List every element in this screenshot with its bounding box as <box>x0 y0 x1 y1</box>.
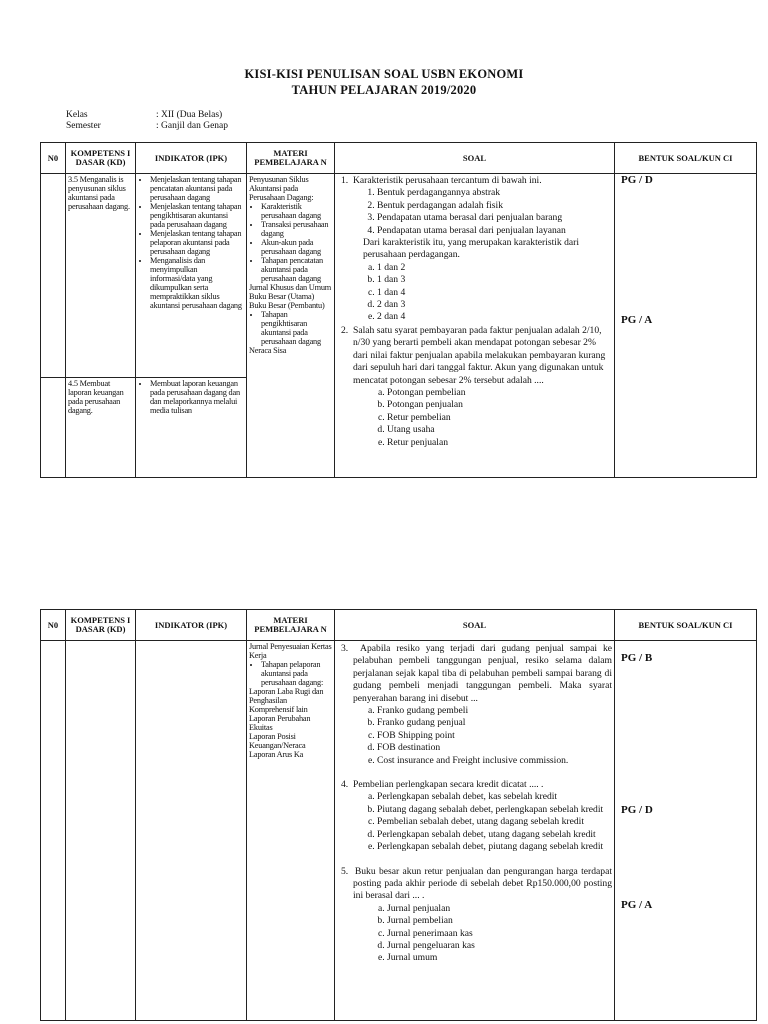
list-item: 1. Bentuk perdagangannya abstrak <box>377 187 612 199</box>
no-cell <box>41 174 66 378</box>
option: e. Retur penjualan <box>387 437 612 449</box>
meta-semester <box>66 121 228 132</box>
col-materi: MATERI PEMBELAJARA N <box>247 143 335 174</box>
indikator-item: • Menganalisis dan menyimpulkan informasi/data yang dikumpulkan serta mempraktikkan siklus akuntansi perusahaan dagang <box>150 256 244 310</box>
indikator-item: • Menjelaskan tentang tahapan pengikhtisaran akuntansi pada perusahaan dagang <box>150 202 244 229</box>
materi-cell <box>247 641 335 1021</box>
materi-text: Laporan Posisi Keuangan/Neraca <box>249 732 306 750</box>
option: d. FOB destination <box>377 742 612 754</box>
table-header-row <box>41 610 757 641</box>
indikator-cell <box>136 378 247 478</box>
table-row <box>41 174 757 378</box>
option: a. Perlengkapan sebalah debet, kas sebelah kredit <box>377 791 612 803</box>
soal-cell <box>335 641 615 1021</box>
bentuk-cell <box>615 641 757 1021</box>
no-cell <box>41 378 66 478</box>
col-kompetensi: KOMPETENS I DASAR (KD) <box>66 143 136 174</box>
question-3-stem: Apabila resiko yang terjadi dari gudang penjual sampai ke pelabuhan pembeli tanggungan penjual, resiko selama dalam perjalanan sejak kapal tiba di pelabuhan pembeli sampai barang di gudang pembeli menjadi tanggungan pembeli. Maka syarat penyerahan barang ini disebut ... <box>353 643 613 704</box>
option: d. Jurnal pengeluaran kas <box>387 940 612 952</box>
question-4-options <box>337 791 612 853</box>
col-no: N0 <box>41 143 66 174</box>
materi-text: Laporan Laba Rugi dan Penghasilan Komprehensif lain <box>249 687 324 714</box>
kisi-kisi-table-1 <box>40 142 757 478</box>
option: b. Potongan penjualan <box>387 399 612 411</box>
question-2-options <box>337 387 612 449</box>
option: c. Pembelian sebalah debet, utang dagang sebelah kredit <box>377 816 612 828</box>
option: b. Piutang dagang sebalah debet, perlengkapan sebelah kredit <box>377 804 612 816</box>
question-1: 1. Karakteristik perusahaan tercantum di bawah ini. <box>341 175 542 186</box>
question-5: 5. Buku besar akun retur penjualan dan pengurangan harga terdapat posting pada akhir periode di sebelah debet Rp150.000,00 posting ini berasal dari ... . <box>341 865 612 902</box>
table-row <box>41 641 757 1021</box>
option: b. Jurnal pembelian <box>387 915 612 927</box>
list-item: 4. Pendapatan utama berasal dari penjualan layanan <box>377 225 612 237</box>
materi-text: Jurnal Khusus dan Umum <box>249 283 332 292</box>
question-4-stem: Pembelian perlengkapan secara kredit dicatat .... . <box>353 779 544 791</box>
no-cell <box>41 641 66 1021</box>
materi-text: Buku Besar (Utama) <box>249 292 315 301</box>
answer-key-1: PG / D <box>621 174 653 186</box>
answer-key-5: PG / A <box>621 899 653 911</box>
materi-intro: Penyusunan Siklus Akuntansi pada Perusahaan Dagang: <box>249 175 314 202</box>
col-indikator: INDIKATOR (IPK) <box>136 610 247 641</box>
kelas-label: Kelas <box>66 110 88 120</box>
kd-cell <box>66 641 136 1021</box>
kisi-kisi-table-2 <box>40 609 757 1021</box>
question-1-options <box>337 262 612 324</box>
question-1-list <box>337 187 612 237</box>
materi-item: • Karakteristik perusahaan dagang <box>261 202 332 220</box>
option: c. Retur pembelian <box>387 412 612 424</box>
question-5-stem: Buku besar akun retur penjualan dan pengurangan harga terdapat posting pada akhir periode di sebelah debet Rp150.000,00 posting ini berasal dari ... . <box>353 865 612 902</box>
indikator-item: • Membuat laporan keuangan pada perusahaan dagang dan dan melaporkannya melalui media tulisan <box>150 379 244 415</box>
option: e. Cost insurance and Freight inclusive commission. <box>377 755 612 767</box>
materi-text: Laporan Perubahan Ekuitas <box>249 714 311 732</box>
question-3-options <box>337 705 612 767</box>
answer-key-4: PG / D <box>621 804 653 816</box>
col-indikator: INDIKATOR (IPK) <box>136 143 247 174</box>
list-item: 2. Bentuk perdagangan adalah fisik <box>377 200 612 212</box>
option: e. Perlengkapan sebalah debet, piutang dagang sebelah kredit <box>377 841 612 853</box>
option: c. Jurnal penerimaan kas <box>387 928 612 940</box>
question-2: 2. Salah satu syarat pembayaran pada faktur penjualan adalah 2/10, n/30 yang berarti pembeli akan mendapat potongan sebesar 2% dari nilai faktur penjualan apabila melakukan pembayaran kurang dari sepuluh hari dari tanggal faktur. Akun yang digunakan untuk mencatat potongan sebesar 2% tersebut adalah .... <box>341 324 606 386</box>
indikator-item: • Menjelaskan tentang tahapan pencatatan akuntansi pada perusahaan dagang <box>150 175 244 202</box>
indikator-cell <box>136 174 247 378</box>
question-5-options <box>337 903 612 965</box>
indikator-item: • Menjelaskan tentang tahapan pelaporan akuntansi pada perusahaan dagang <box>150 229 244 256</box>
col-soal: SOAL <box>335 143 615 174</box>
col-bentuk: BENTUK SOAL/KUN CI <box>615 143 757 174</box>
kelas-value: : XII (Dua Belas) <box>156 110 223 120</box>
option: d. 2 dan 3 <box>377 299 612 311</box>
question-1-stem: Karakteristik perusahaan tercantum di bawah ini. <box>353 175 542 186</box>
materi-item: • Tahapan pengikhtisaran akuntansi pada perusahaan dagang <box>261 310 332 346</box>
kd-cell: 4.5 Membuat laporan keuangan pada perusahaan dagang. <box>66 378 136 478</box>
option: e. Jurnal umum <box>387 952 612 964</box>
materi-text: Neraca Sisa <box>249 346 287 355</box>
option: a. 1 dan 2 <box>377 262 612 274</box>
soal-cell <box>335 174 615 478</box>
meta-kelas <box>66 110 222 121</box>
materi-intro: Jurnal Penyesuaian Kertas Kerja <box>249 642 332 660</box>
list-item: 3. Pendapatan utama berasal dari penjualan barang <box>377 212 612 224</box>
option: d. Perlengkapan sebalah debet, utang dagang sebelah kredit <box>377 829 612 841</box>
col-kompetensi: KOMPETENS I DASAR (KD) <box>66 610 136 641</box>
materi-item: • Akun-akun pada perusahaan dagang <box>261 238 332 256</box>
option: b. 1 dan 3 <box>377 274 612 286</box>
option: b. Franko gudang penjual <box>377 717 612 729</box>
materi-cell <box>247 174 335 478</box>
bentuk-cell <box>615 174 757 478</box>
materi-text: Laporan Arus Ka <box>249 750 304 759</box>
option: e. 2 dan 4 <box>377 311 612 323</box>
materi-item: • Transaksi perusahaan dagang <box>261 220 332 238</box>
option: d. Utang usaha <box>387 424 612 436</box>
answer-key-3: PG / B <box>621 652 653 664</box>
col-bentuk: BENTUK SOAL/KUN CI <box>615 610 757 641</box>
col-no: N0 <box>41 610 66 641</box>
materi-text: Buku Besar (Pembantu) <box>249 301 325 310</box>
option: a. Jurnal penjualan <box>387 903 612 915</box>
table-header-row <box>41 143 757 174</box>
answer-key-2: PG / A <box>621 314 653 326</box>
document-subtitle: TAHUN PELAJARAN 2019/2020 <box>291 83 477 97</box>
kd-cell: 3.5 Menganalis is penyusunan siklus akuntansi pada perusahaan dagang. <box>66 174 136 378</box>
col-soal: SOAL <box>335 610 615 641</box>
question-2-stem: Salah satu syarat pembayaran pada faktur penjualan adalah 2/10, n/30 yang berarti pembeli akan mendapat potongan sebesar 2% dari nilai faktur penjualan apabila melakukan pembayaran kurang dari sepuluh hari dari tanggal faktur. Akun yang digunakan untuk mencatat potongan sebesar 2% tersebut adalah .... <box>353 324 606 386</box>
question-3: 3. Apabila resiko yang terjadi dari gudang penjual sampai ke pelabuhan pembeli tanggungan penjual, resiko selama dalam perjalanan sejak kapal tiba di pelabuhan pembeli sampai barang di gudang pembeli menjadi tanggungan pembeli. Maka syarat penyerahan barang ini disebut ... <box>341 643 613 704</box>
col-materi: MATERI PEMBELAJARA N <box>247 610 335 641</box>
materi-item: • Tahapan pencatatan akuntansi pada perusahaan dagang <box>261 256 332 283</box>
option: a. Potongan pembelian <box>387 387 612 399</box>
materi-item: • Tahapan pelaporan akuntansi pada perusahaan dagang: <box>261 660 332 687</box>
option: c. 1 dan 4 <box>377 287 612 299</box>
question-1-follow: Dari karakteristik itu, yang merupakan karakteristik dari perusahaan perdagangan. <box>363 237 580 261</box>
option: a. Franko gudang pembeli <box>377 705 612 717</box>
indikator-cell <box>136 641 247 1021</box>
question-4: 4. Pembelian perlengkapan secara kredit dicatat .... . <box>341 779 544 791</box>
document-title: KISI-KISI PENULISAN SOAL USBN EKONOMI <box>244 67 524 81</box>
semester-value: : Ganjil dan Genap <box>156 121 229 131</box>
option: c. FOB Shipping point <box>377 730 612 742</box>
semester-label: Semester <box>66 121 101 131</box>
